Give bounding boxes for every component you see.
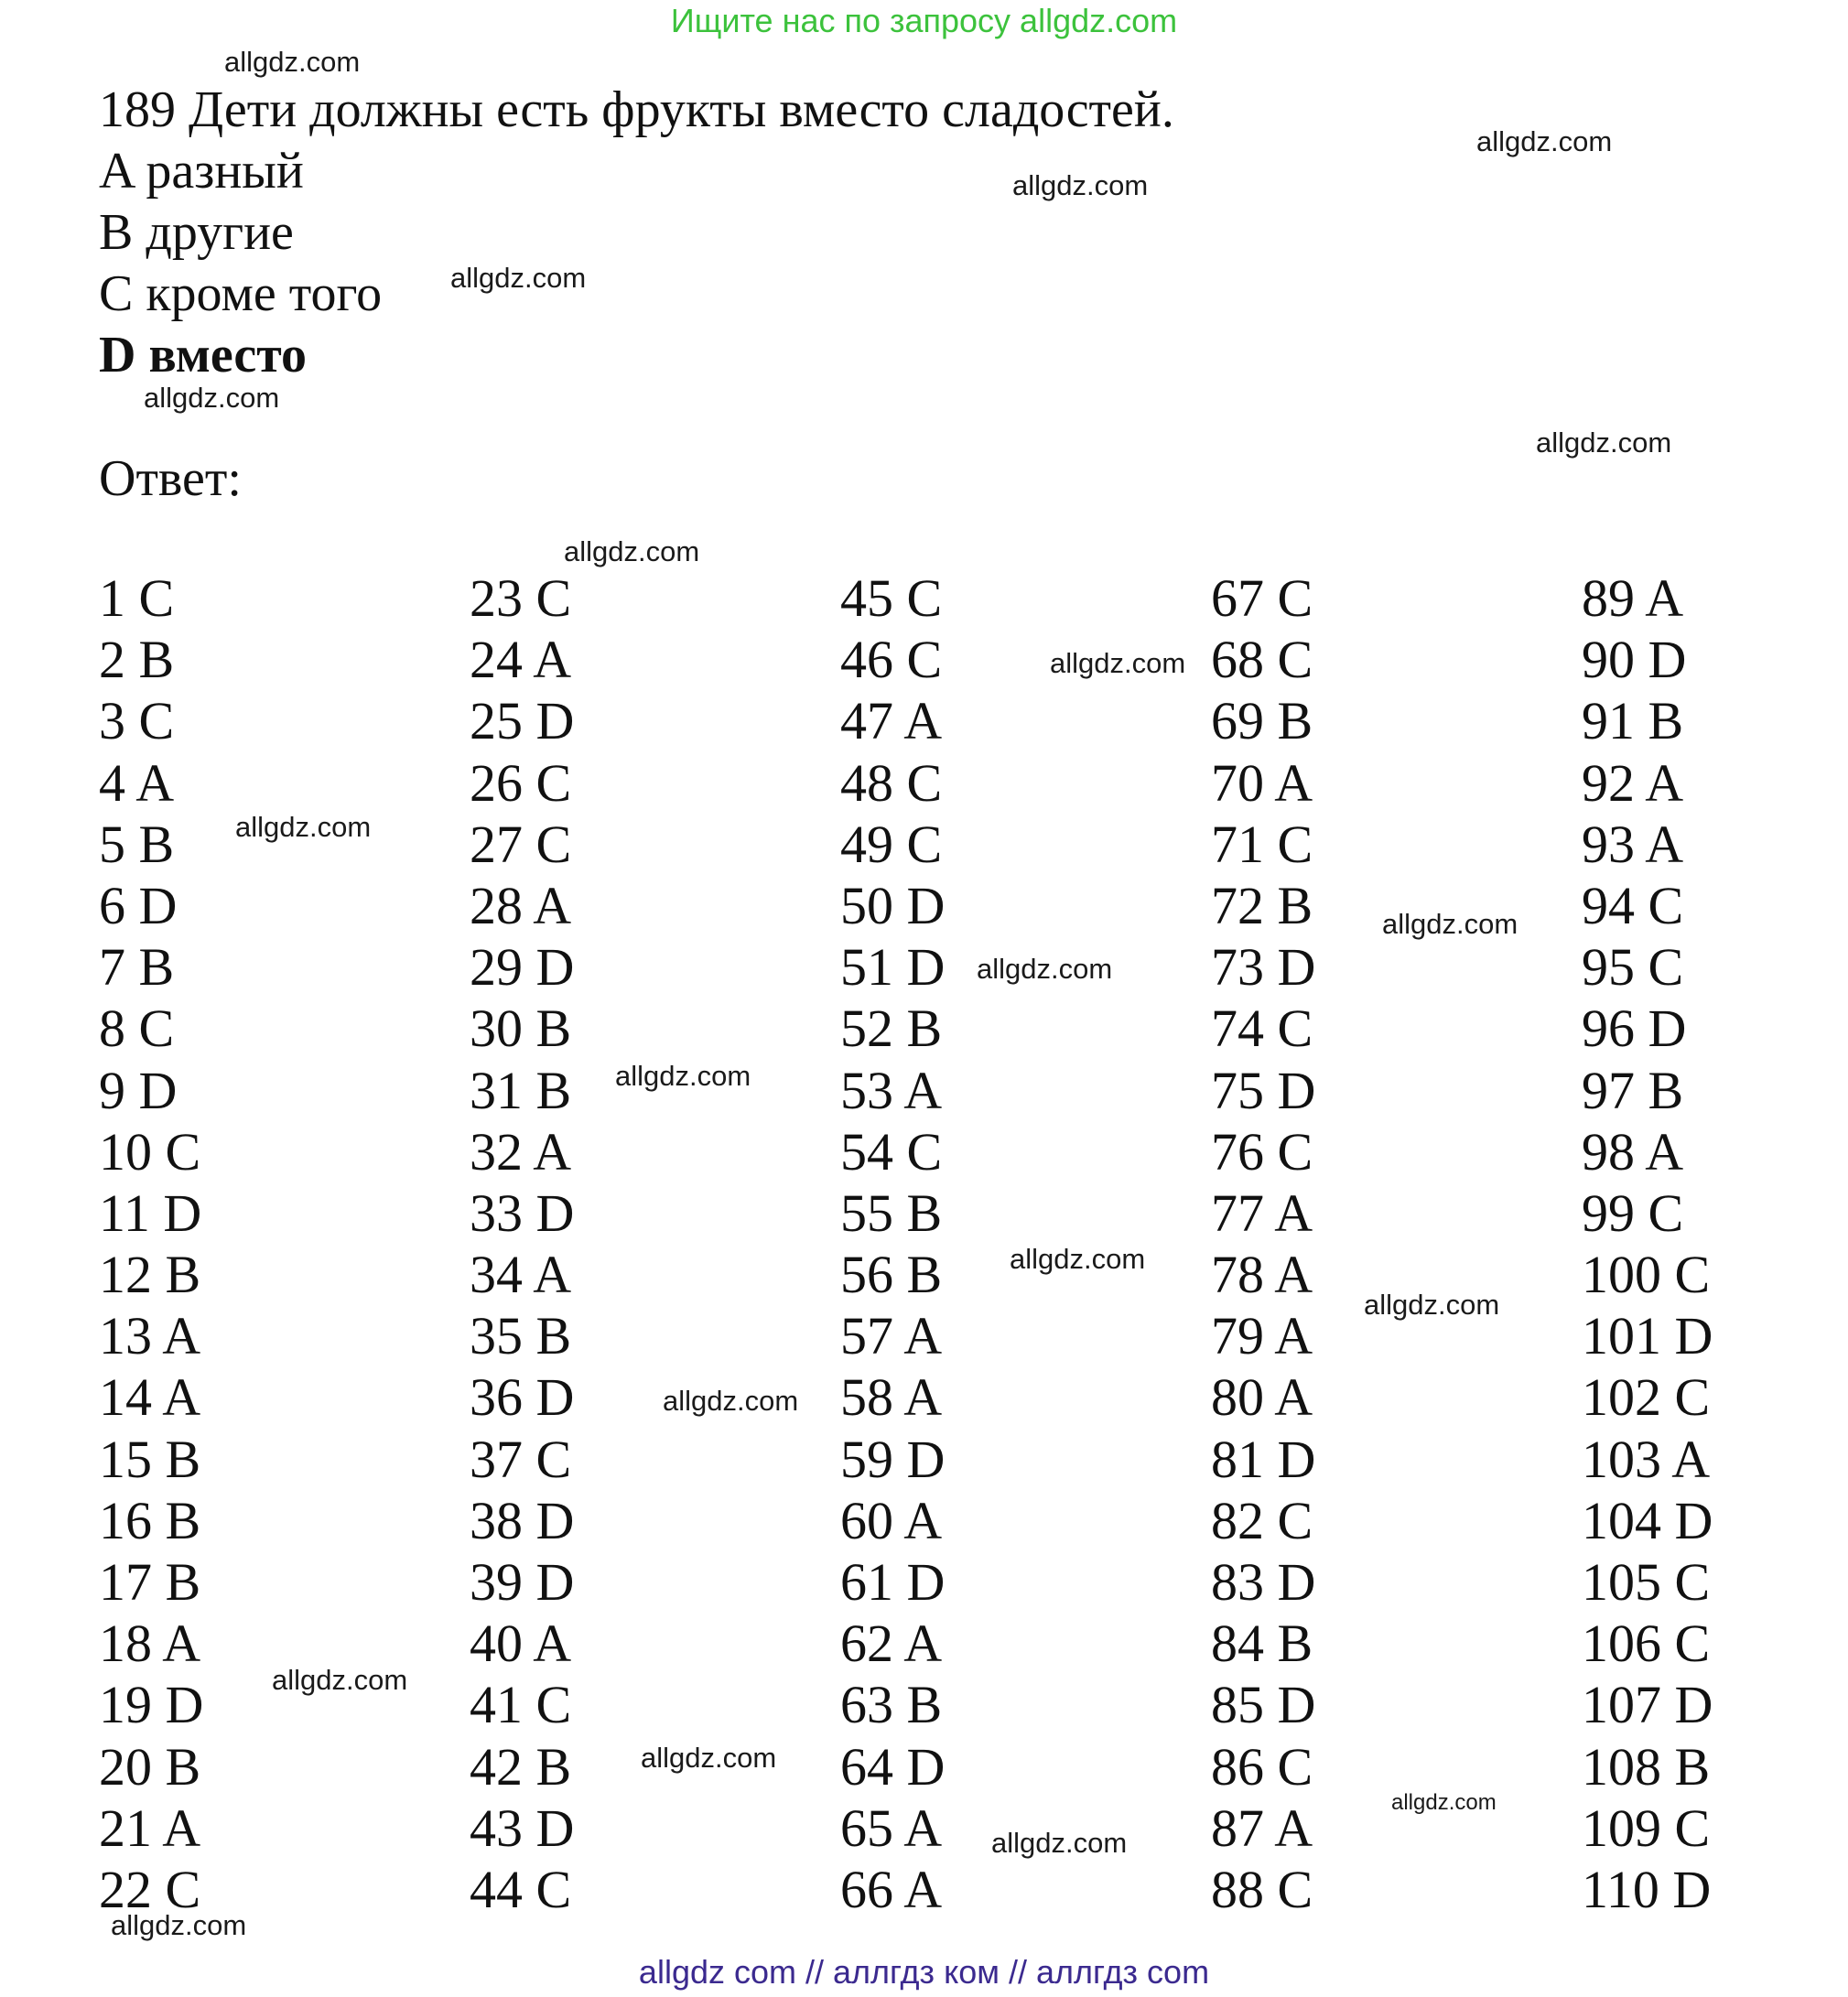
- answer-item: 9 D: [99, 1060, 178, 1120]
- answer-item: 34 A: [470, 1245, 572, 1305]
- answer-item: 26 C: [470, 752, 572, 813]
- answer-item: 87 A: [1211, 1797, 1313, 1858]
- answer-item: 14 A: [99, 1367, 201, 1428]
- answer-item: 50 D: [840, 875, 946, 935]
- answer-item: 109 C: [1582, 1797, 1711, 1858]
- watermark: allgdz.com: [224, 46, 361, 78]
- answer-item: 81 D: [1211, 1429, 1316, 1489]
- answer-item: 27 C: [470, 814, 572, 874]
- answer-item: 93 A: [1582, 814, 1684, 874]
- answer-item: 16 B: [99, 1490, 201, 1550]
- answer-item: 105 C: [1582, 1552, 1711, 1612]
- answer-item: 80 A: [1211, 1367, 1313, 1428]
- watermark: allgdz.com: [1476, 125, 1613, 157]
- answer-item: 64 D: [840, 1736, 946, 1797]
- answer-item: 11 D: [99, 1182, 202, 1243]
- answer-item: 74 C: [1211, 998, 1313, 1059]
- answer-item: 55 B: [840, 1182, 943, 1243]
- answer-item: 79 A: [1211, 1306, 1313, 1366]
- answer-item: 21 A: [99, 1797, 201, 1858]
- answer-item: 101 D: [1582, 1306, 1713, 1366]
- answer-item: 56 B: [840, 1245, 943, 1305]
- answer-item: 58 A: [840, 1367, 943, 1428]
- watermark: allgdz.com: [641, 1742, 777, 1774]
- answer-item: 3 C: [99, 691, 175, 751]
- answer-item: 28 A: [470, 875, 572, 935]
- answer-column-5: [1582, 567, 1848, 1920]
- answer-item: 24 A: [470, 630, 572, 690]
- answer-item: 23 C: [470, 568, 572, 628]
- answer-column-2: [470, 567, 817, 1920]
- answer-item: 8 C: [99, 998, 175, 1059]
- answer-item: 106 C: [1582, 1614, 1711, 1674]
- option-a: A разный: [99, 143, 304, 200]
- answer-item: 47 A: [840, 691, 943, 751]
- answer-item: 86 C: [1211, 1736, 1313, 1797]
- answer-label: Ответ:: [99, 450, 242, 507]
- answer-item: 49 C: [840, 814, 943, 874]
- answer-item: 31 B: [470, 1060, 572, 1120]
- answer-item: 104 D: [1582, 1490, 1713, 1550]
- answer-item: 1 C: [99, 568, 175, 628]
- answer-item: 70 A: [1211, 752, 1313, 813]
- answer-item: 73 D: [1211, 937, 1316, 998]
- answer-item: 33 D: [470, 1182, 575, 1243]
- watermark: allgdz.com: [235, 811, 372, 843]
- answer-item: 59 D: [840, 1429, 946, 1489]
- answer-item: 48 C: [840, 752, 943, 813]
- answer-item: 22 C: [99, 1859, 201, 1919]
- watermark: allgdz.com: [564, 535, 700, 567]
- answer-item: 82 C: [1211, 1490, 1313, 1550]
- answer-item: 83 D: [1211, 1552, 1316, 1612]
- answer-item: 60 A: [840, 1490, 943, 1550]
- watermark: allgdz.com: [663, 1385, 799, 1417]
- answer-item: 52 B: [840, 998, 943, 1059]
- answer-item: 110 D: [1582, 1859, 1712, 1919]
- footer-links: allgdz com // аллгдз ком // аллгдз com: [638, 1953, 1210, 1991]
- answer-item: 99 C: [1582, 1182, 1684, 1243]
- option-d-correct: D вместо: [99, 327, 308, 383]
- answer-item: 95 C: [1582, 937, 1684, 998]
- answer-item: 98 A: [1582, 1121, 1684, 1182]
- answer-item: 5 B: [99, 814, 175, 874]
- answer-item: 15 B: [99, 1429, 201, 1489]
- answer-item: 103 A: [1582, 1429, 1711, 1489]
- answer-item: 38 D: [470, 1490, 575, 1550]
- answer-item: 57 A: [840, 1306, 943, 1366]
- option-b: B другие: [99, 204, 294, 261]
- watermark: allgdz.com: [1382, 908, 1518, 940]
- answer-item: 7 B: [99, 937, 175, 998]
- answer-item: 40 A: [470, 1614, 572, 1674]
- answer-item: 25 D: [470, 691, 575, 751]
- answer-item: 63 B: [840, 1675, 943, 1735]
- answer-item: 35 B: [470, 1306, 572, 1366]
- top-banner: Ищите нас по запросу allgdz.com: [670, 2, 1178, 39]
- answer-item: 76 C: [1211, 1121, 1313, 1182]
- answer-item: 108 B: [1582, 1736, 1711, 1797]
- watermark: allgdz.com: [615, 1060, 751, 1092]
- answer-item: 67 C: [1211, 568, 1313, 628]
- option-c: C кроме того: [99, 265, 383, 322]
- answer-item: 54 C: [840, 1121, 943, 1182]
- watermark: allgdz.com: [1050, 647, 1186, 679]
- answer-item: 69 B: [1211, 691, 1313, 751]
- answer-item: 96 D: [1582, 998, 1687, 1059]
- answer-item: 36 D: [470, 1367, 575, 1428]
- answer-item: 88 C: [1211, 1859, 1313, 1919]
- answer-item: 62 A: [840, 1614, 943, 1674]
- answer-item: 46 C: [840, 630, 943, 690]
- answer-item: 12 B: [99, 1245, 201, 1305]
- answer-item: 68 C: [1211, 630, 1313, 690]
- watermark: allgdz.com: [450, 262, 587, 294]
- answer-item: 20 B: [99, 1736, 201, 1797]
- watermark: allgdz.com: [991, 1827, 1128, 1859]
- watermark: allgdz.com: [1391, 1790, 1497, 1815]
- answer-item: 2 B: [99, 630, 175, 690]
- answer-column-4: [1211, 567, 1559, 1920]
- answer-item: 92 A: [1582, 752, 1684, 813]
- answer-item: 4 A: [99, 752, 175, 813]
- answer-item: 89 A: [1582, 568, 1684, 628]
- answer-item: 30 B: [470, 998, 572, 1059]
- answer-item: 65 A: [840, 1797, 943, 1858]
- answer-item: 13 A: [99, 1306, 201, 1366]
- answer-item: 6 D: [99, 875, 178, 935]
- question-text: 189 Дети должны есть фрукты вместо сладостей.: [99, 81, 1174, 138]
- answer-item: 72 B: [1211, 875, 1313, 935]
- watermark: allgdz.com: [1364, 1289, 1500, 1321]
- watermark: allgdz.com: [111, 1909, 247, 1941]
- answer-item: 43 D: [470, 1797, 575, 1858]
- answer-item: 90 D: [1582, 630, 1687, 690]
- answer-item: 84 B: [1211, 1614, 1313, 1674]
- watermark: allgdz.com: [272, 1664, 408, 1696]
- answer-item: 100 C: [1582, 1245, 1711, 1305]
- answer-item: 19 D: [99, 1675, 204, 1735]
- answer-item: 61 D: [840, 1552, 946, 1612]
- answer-item: 18 A: [99, 1614, 201, 1674]
- watermark: allgdz.com: [144, 382, 280, 414]
- answer-item: 94 C: [1582, 875, 1684, 935]
- watermark: allgdz.com: [1010, 1243, 1146, 1275]
- answer-item: 29 D: [470, 937, 575, 998]
- answer-item: 85 D: [1211, 1675, 1316, 1735]
- watermark: allgdz.com: [977, 953, 1113, 985]
- answer-item: 10 C: [99, 1121, 201, 1182]
- answer-item: 97 B: [1582, 1060, 1684, 1120]
- answer-item: 77 A: [1211, 1182, 1313, 1243]
- watermark: allgdz.com: [1012, 169, 1149, 201]
- answer-item: 107 D: [1582, 1675, 1713, 1735]
- answer-item: 37 C: [470, 1429, 572, 1489]
- answer-item: 78 A: [1211, 1245, 1313, 1305]
- answer-item: 66 A: [840, 1859, 943, 1919]
- answer-item: 17 B: [99, 1552, 201, 1612]
- answer-item: 71 C: [1211, 814, 1313, 874]
- answer-item: 51 D: [840, 937, 946, 998]
- answer-item: 39 D: [470, 1552, 575, 1612]
- answer-item: 44 C: [470, 1859, 572, 1919]
- answer-item: 102 C: [1582, 1367, 1711, 1428]
- answer-item: 41 C: [470, 1675, 572, 1735]
- watermark: allgdz.com: [1536, 426, 1672, 459]
- answer-item: 91 B: [1582, 691, 1684, 751]
- answer-item: 45 C: [840, 568, 943, 628]
- answer-item: 53 A: [840, 1060, 943, 1120]
- answer-column-1: [99, 567, 447, 1920]
- answer-item: 32 A: [470, 1121, 572, 1182]
- answer-item: 42 B: [470, 1736, 572, 1797]
- answer-item: 75 D: [1211, 1060, 1316, 1120]
